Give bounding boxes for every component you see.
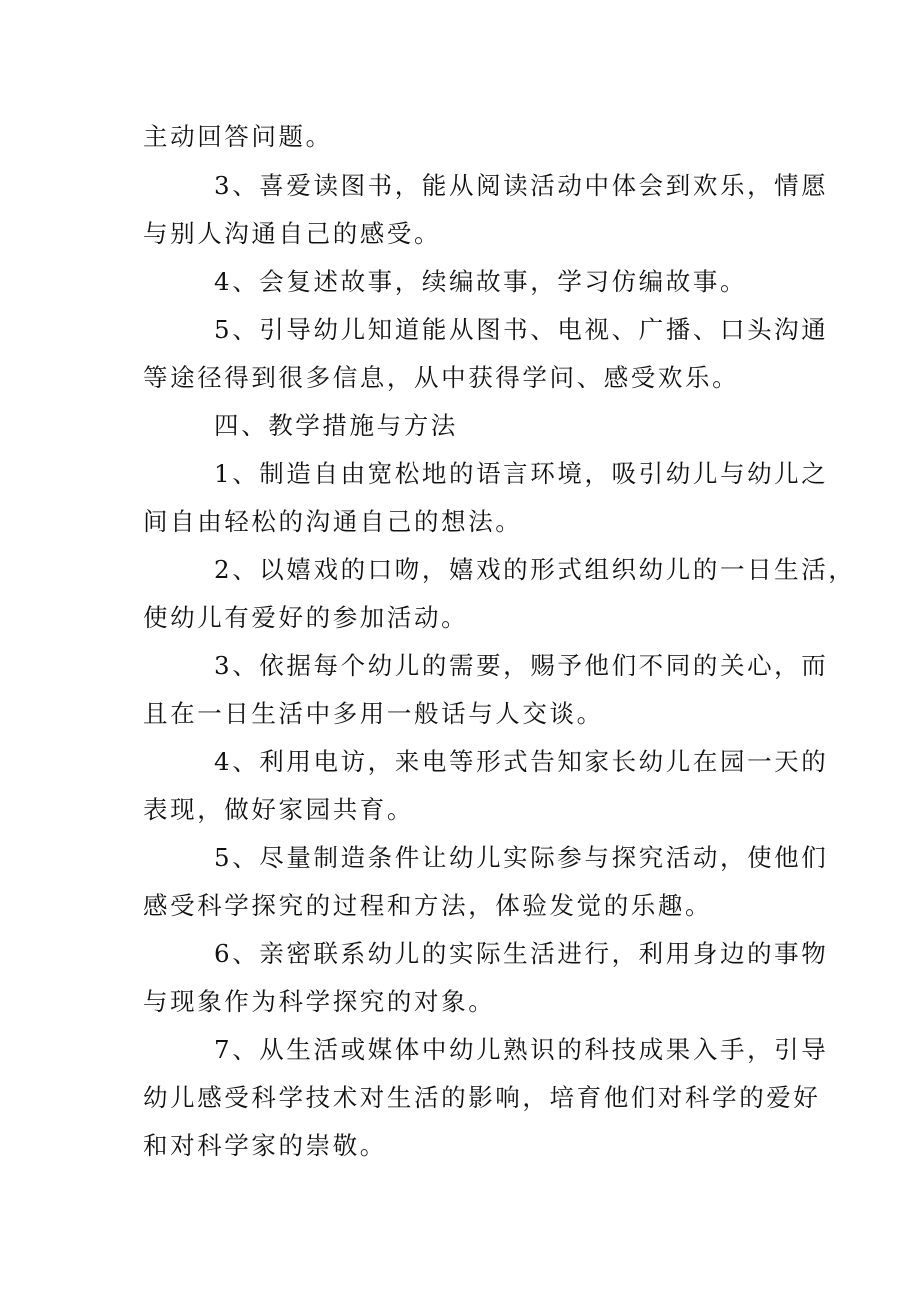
text-line: 3、喜爱读图书，能从阅读活动中体会到欢乐，情愿 xyxy=(214,171,829,200)
text-line: 和对科学家的崇敬。 xyxy=(143,1131,387,1160)
text-line: 3、依据每个幼儿的需要，赐予他们不同的关心，而 xyxy=(214,651,829,680)
text-line: 感受科学探究的过程和方法，体验发觉的乐趣。 xyxy=(143,891,713,920)
text-line: 4、会复述故事，续编故事，学习仿编故事。 xyxy=(214,267,748,296)
text-line: 使幼儿有爱好的参加活动。 xyxy=(143,603,469,632)
text-line: 2、以嬉戏的口吻，嬉戏的形式组织幼儿的一日生活， xyxy=(214,555,856,584)
text-line: 表现，做好家园共育。 xyxy=(143,795,414,824)
text-line: 6、亲密联系幼儿的实际生活进行，利用身边的事物 xyxy=(214,939,829,968)
text-line: 与现象作为科学探究的对象。 xyxy=(143,987,496,1016)
text-line: 1、制造自由宽松地的语言环境，吸引幼儿与幼儿之 xyxy=(214,459,829,488)
section-heading: 四、教学措施与方法 xyxy=(214,411,458,440)
text-line: 7、从生活或媒体中幼儿熟识的科技成果入手，引导 xyxy=(214,1035,829,1064)
text-line: 等途径得到很多信息，从中获得学问、感受欢乐。 xyxy=(143,363,740,392)
text-line: 4、利用电访，来电等形式告知家长幼儿在园一天的 xyxy=(214,747,829,776)
text-line: 5、引导幼儿知道能从图书、电视、广播、口头沟通 xyxy=(214,315,829,344)
text-line: 5、尽量制造条件让幼儿实际参与探究活动，使他们 xyxy=(214,843,829,872)
text-line: 与别人沟通自己的感受。 xyxy=(143,219,442,248)
text-line: 幼儿感受科学技术对生活的影响，培育他们对科学的爱好 xyxy=(143,1083,821,1112)
text-line: 且在一日生活中多用一般话与人交谈。 xyxy=(143,699,604,728)
text-line: 间自由轻松的沟通自己的想法。 xyxy=(143,507,523,536)
text-line: 主动回答问题。 xyxy=(143,122,333,151)
